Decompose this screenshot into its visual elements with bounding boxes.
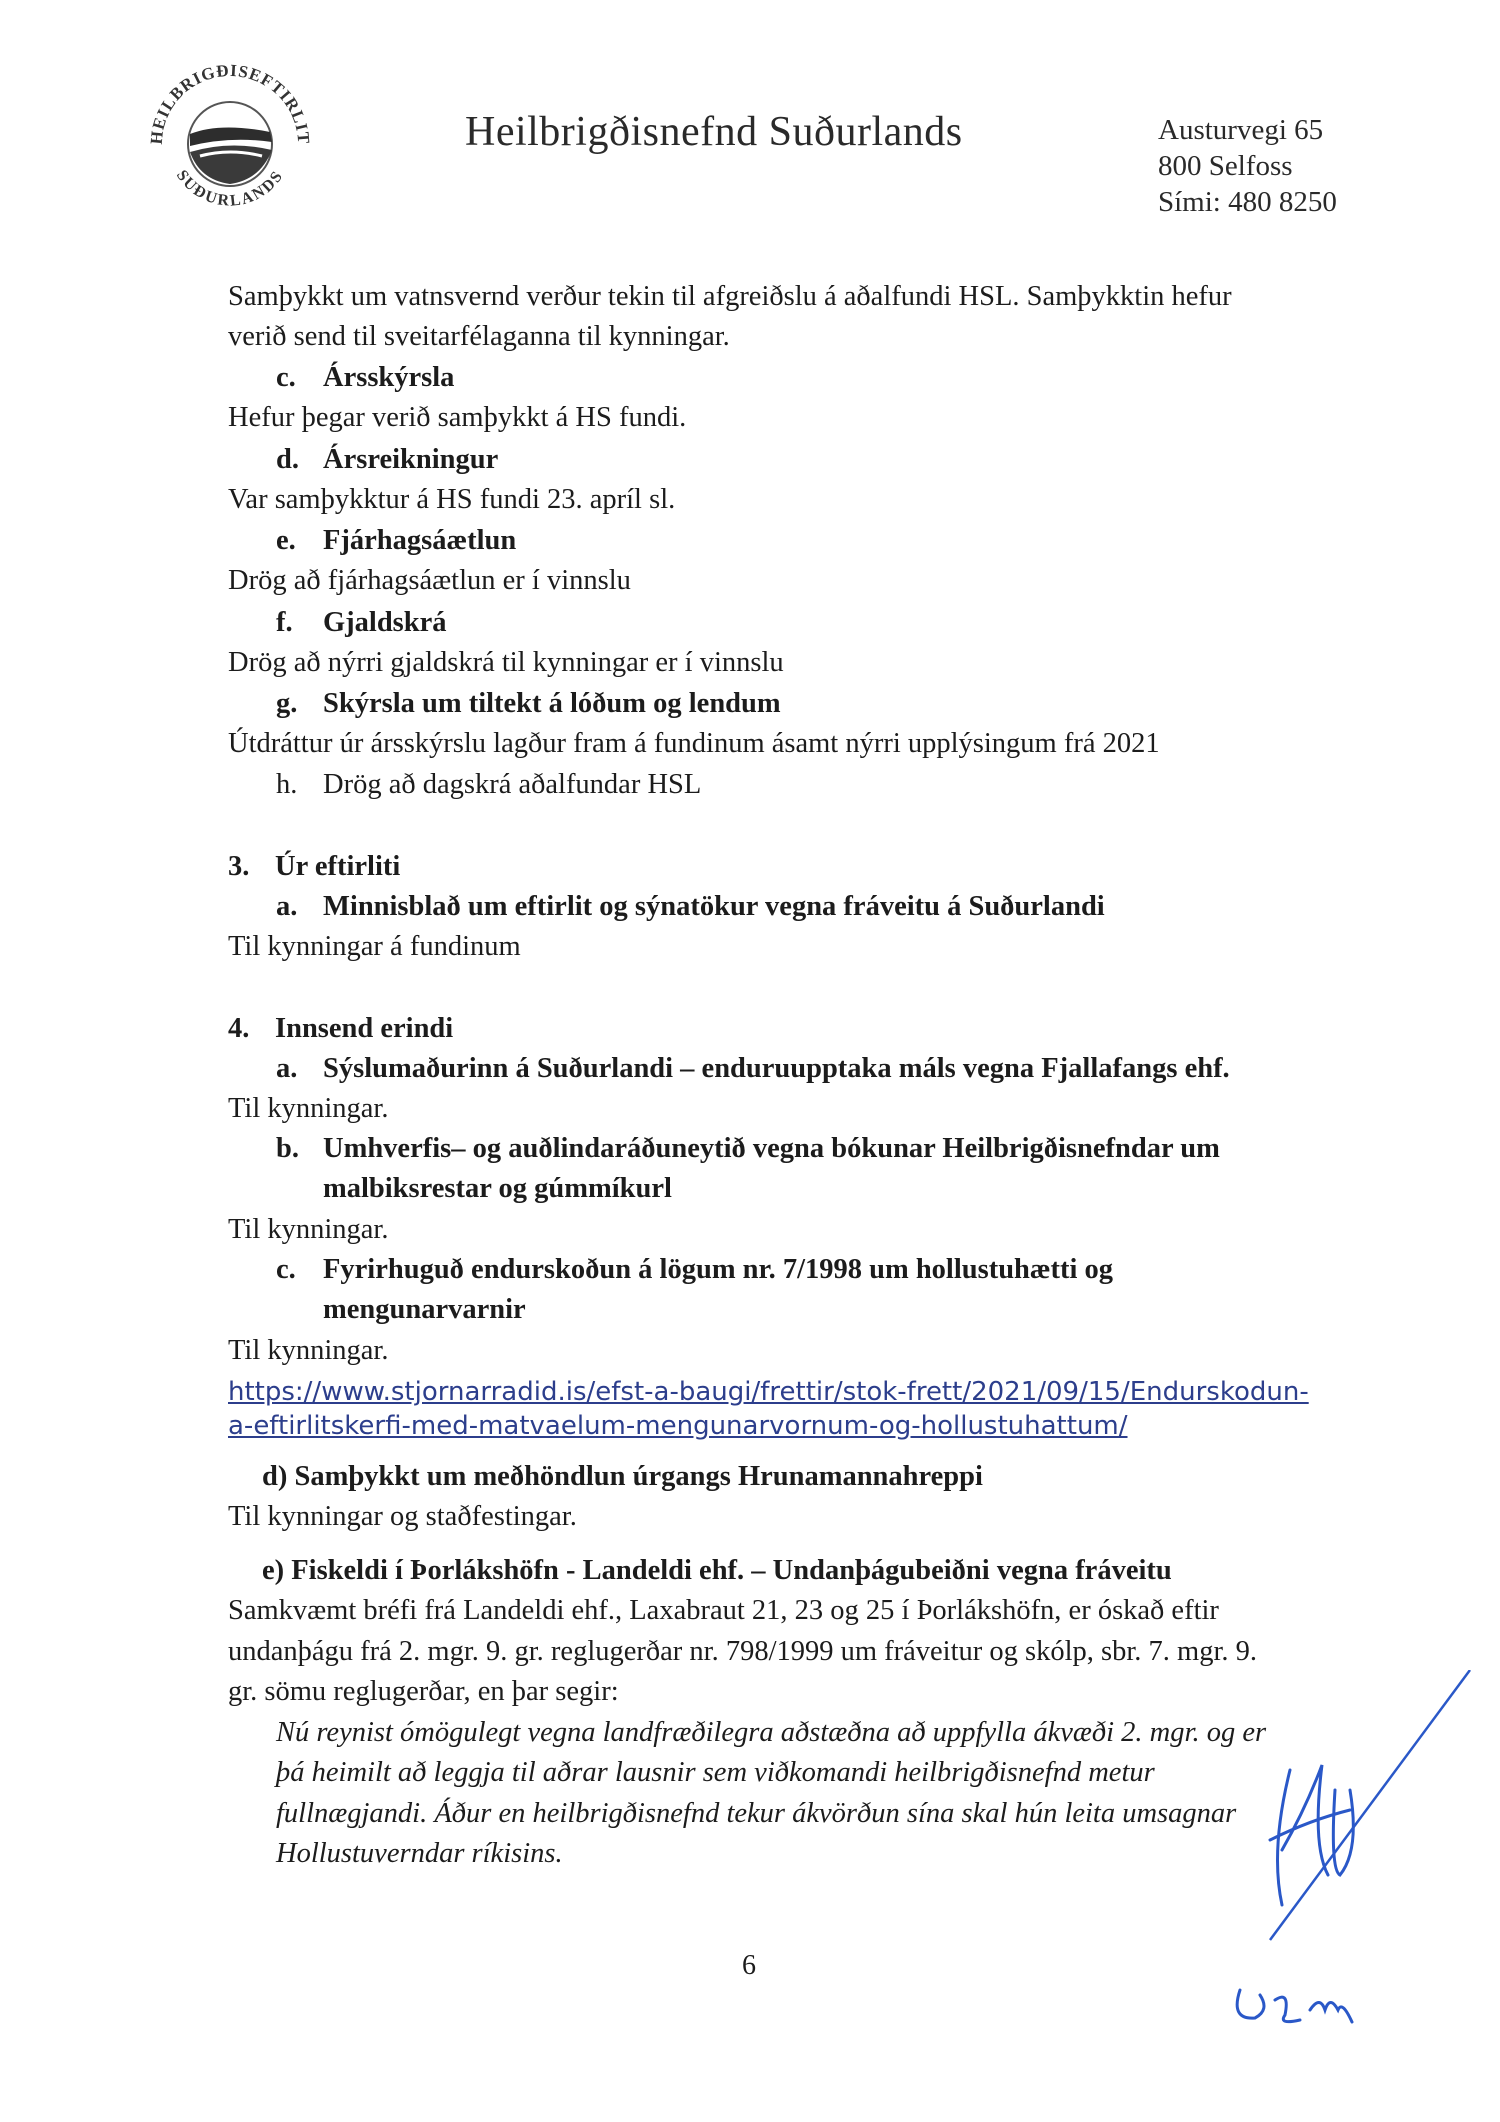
item-e-fiskeldi-line-1: Samkvæmt bréfi frá Landeldi ehf., Laxabraut 21, 23 og 25 í Þorlákshöfn, er óskað eftir — [228, 1595, 1219, 1626]
item-g-title: Skýrsla um tiltekt á lóðum og lendum — [323, 688, 781, 719]
item-h-title: Drög að dagskrá aðalfundar HSL — [323, 769, 702, 800]
section-3-label: 3. — [228, 851, 250, 882]
item-g-label: g. — [276, 688, 298, 719]
logo-bottom-text: SUÐURLANDS — [172, 167, 288, 210]
hsl-logo — [140, 52, 320, 232]
address-street: Austurvegi 65 — [1158, 114, 1324, 146]
item-e-text: Drög að fjárhagsáætlun er í vinnslu — [228, 565, 631, 596]
item-3a-label: a. — [276, 891, 298, 922]
quote-line-1: Nú reynist ómögulegt vegna landfræðilegra aðstæðna að uppfylla ákvæði 2. mgr. og er — [276, 1717, 1267, 1748]
section-4-label: 4. — [228, 1013, 250, 1044]
item-h-heading — [276, 765, 701, 805]
item-c-title: Ársskýrsla — [323, 362, 455, 393]
item-4a-text: Til kynningar. — [228, 1093, 389, 1124]
item-4c-title-2: mengunarvarnir — [323, 1294, 526, 1325]
section-3-title: Úr eftirliti — [275, 851, 401, 882]
intro-line-1: Samþykkt um vatnsvernd verður tekin til afgreiðslu á aðalfundi HSL. Samþykktin hefur — [228, 281, 1232, 312]
item-c-label: c. — [276, 362, 296, 393]
item-d-text: Var samþykktur á HS fundi 23. apríl sl. — [228, 484, 676, 515]
item-d-title: Ársreikningur — [323, 444, 499, 475]
organization-name: Heilbrigðisnefnd Suðurlands — [465, 109, 963, 155]
item-e-heading — [276, 521, 516, 561]
item-4c-text: Til kynningar. — [228, 1335, 389, 1366]
item-e-fiskeldi-line-3: gr. sömu reglugerðar, en þar segir: — [228, 1676, 619, 1707]
item-4a-heading — [276, 1049, 1230, 1089]
item-e-fiskeldi-line-2: undanþágu frá 2. mgr. 9. gr. reglugerðar nr. 798/1999 um fráveitur og skólp, sbr. 7. mgr. 9. — [228, 1636, 1257, 1667]
logo-top-text: HEILBRIGÐISEFTIRLIT — [146, 60, 314, 146]
item-e-fiskeldi-heading: e) Fiskeldi í Þorlákshöfn - Landeldi ehf. – Undanþágubeiðni vegna fráveitu — [262, 1555, 1172, 1586]
reference-link-line-2[interactable]: a-eftirlitskerfi-med-matvaelum-mengunarvornum-og-hollustuhattum/ — [228, 1411, 1128, 1441]
item-d-samthykkt-text: Til kynningar og staðfestingar. — [228, 1501, 577, 1532]
section-3-heading — [228, 847, 400, 887]
item-f-title: Gjaldskrá — [323, 607, 447, 638]
page-number: 6 — [742, 1950, 756, 1981]
item-4a-title: Sýslumaðurinn á Suðurlandi – enduruupptaka máls vegna Fjallafangs ehf. — [323, 1053, 1230, 1084]
item-4b-label: b. — [276, 1133, 299, 1164]
item-g-text: Útdráttur úr ársskýrslu lagður fram á fundinum ásamt nýrri upplýsingum frá 2021 — [228, 728, 1160, 759]
item-h-label: h. — [276, 769, 298, 800]
item-d-samthykkt-heading: d) Samþykkt um meðhöndlun úrgangs Hrunamannahreppi — [262, 1461, 983, 1492]
item-c-text: Hefur þegar verið samþykkt á HS fundi. — [228, 402, 687, 433]
item-4b-title-1: Umhverfis– og auðlindaráðuneytið vegna bókunar Heilbrigðisnefndar um — [323, 1133, 1220, 1164]
quote-line-3: fullnægjandi. Áður en heilbrigðisnefnd tekur ákvörðun sína skal hún leita umsagnar — [276, 1798, 1237, 1829]
item-f-heading — [276, 603, 447, 643]
phone-number: Sími: 480 8250 — [1158, 186, 1337, 218]
item-e-title: Fjárhagsáætlun — [323, 525, 517, 556]
item-d-heading — [276, 440, 498, 480]
item-3a-title: Minnisblað um eftirlit og sýnatökur vegna fráveitu á Suðurlandi — [323, 891, 1105, 922]
item-4c-heading — [276, 1250, 1113, 1290]
item-e-label: e. — [276, 525, 296, 556]
address-postal: 800 Selfoss — [1158, 150, 1293, 182]
intro-line-2: verið send til sveitarfélaganna til kynningar. — [228, 321, 730, 352]
item-f-label: f. — [276, 607, 293, 638]
handwritten-signature — [1230, 1670, 1480, 2050]
item-4b-heading — [276, 1129, 1220, 1169]
item-4b-text: Til kynningar. — [228, 1214, 389, 1245]
quote-line-4: Hollustuverndar ríkisins. — [276, 1838, 563, 1869]
item-d-label: d. — [276, 444, 299, 475]
item-4c-title-1: Fyrirhuguð endurskoðun á lögum nr. 7/1998 um hollustuhætti og — [323, 1254, 1113, 1285]
item-f-text: Drög að nýrri gjaldskrá til kynningar er í vinnslu — [228, 647, 784, 678]
reference-link-line-1[interactable]: https://www.stjornarradid.is/efst-a-baugi/frettir/stok-frett/2021/09/15/Endurskodun- — [228, 1377, 1309, 1407]
item-4a-label: a. — [276, 1053, 298, 1084]
quote-line-2: þá heimilt að leggja til aðrar lausnir sem viðkomandi heilbrigðisnefnd metur — [276, 1757, 1155, 1788]
item-3a-heading — [276, 887, 1105, 927]
item-4c-label: c. — [276, 1254, 296, 1285]
item-g-heading — [276, 684, 781, 724]
item-4b-title-2: malbiksrestar og gúmmíkurl — [323, 1173, 672, 1204]
section-4-title: Innsend erindi — [275, 1013, 454, 1044]
item-3a-text: Til kynningar á fundinum — [228, 931, 521, 962]
section-4-heading — [228, 1009, 453, 1049]
item-c-heading — [276, 358, 454, 398]
address-block — [1158, 112, 1337, 220]
